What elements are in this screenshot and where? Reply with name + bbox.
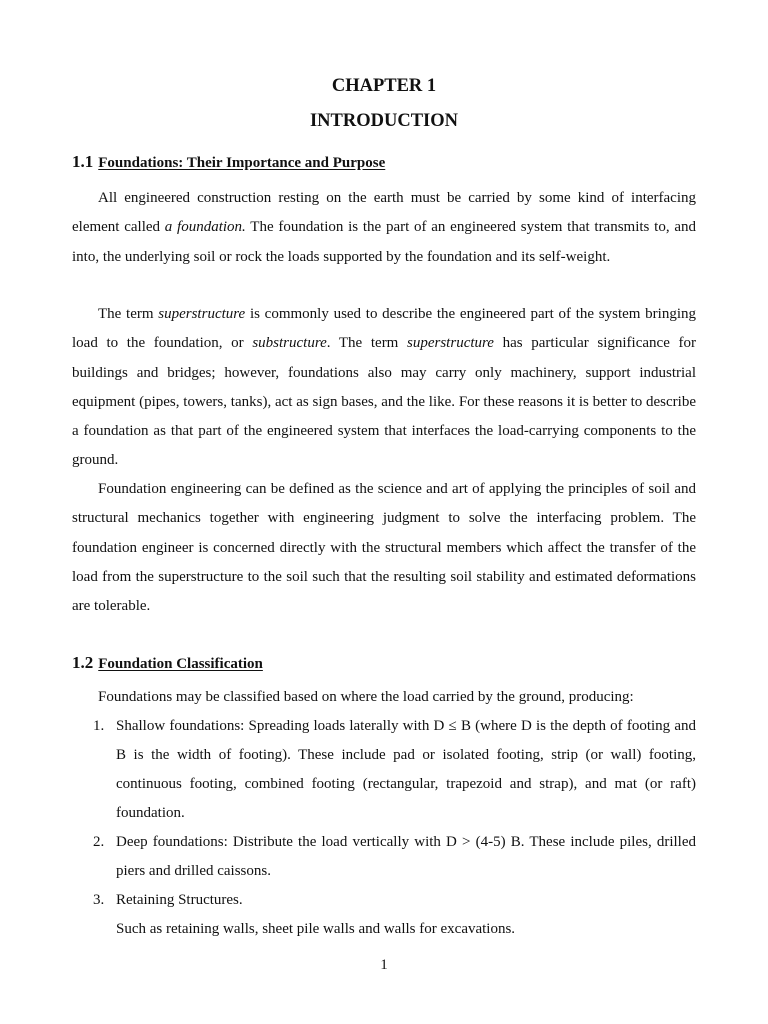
paragraph-text: The term bbox=[98, 306, 159, 322]
section-heading-1-2 bbox=[72, 652, 696, 675]
classification-list bbox=[72, 712, 696, 944]
chapter-label: CHAPTER 1 bbox=[331, 76, 437, 96]
list-item bbox=[72, 886, 696, 944]
page-number: 1 bbox=[380, 957, 388, 973]
paragraph-text: All engineered construction resting on the earth must be carried by some kind of interfacing element called bbox=[72, 190, 696, 236]
section-number: 1.1 bbox=[72, 152, 94, 171]
paragraph-text: is commonly used to describe the engineered part of the system bringing load to the foundation, or bbox=[72, 306, 696, 352]
section-heading-1-1 bbox=[72, 151, 696, 174]
emphasis-text: a foundation. bbox=[164, 219, 246, 236]
list-text: Shallow foundations: Spreading loads laterally with D ≤ B (where D is the depth of footing and B is the width of footing). These include pad or isolated footing, strip (or wall) footing, continuous footing, combined footing (rectangular, trapezoid and strap), and mat (or raft) foundation. bbox=[116, 718, 696, 821]
list-item bbox=[72, 828, 696, 886]
list-number: 2. bbox=[93, 834, 105, 850]
paragraph-superstructure bbox=[72, 300, 696, 476]
emphasis-text: substructure bbox=[252, 335, 327, 352]
paragraph-text: The foundation is the part of an engineered system that transmits to, and into, the underlying soil or rock the loads supported by the foundation and its self-weight. bbox=[72, 219, 696, 265]
section-number: 1.2 bbox=[72, 653, 94, 672]
list-text: Deep foundations: Distribute the load vertically with D > (4-5) B. These include piles, drilled piers and drilled caissons. bbox=[116, 834, 696, 879]
list-number: 1. bbox=[93, 718, 105, 734]
paragraph-foundation-definition bbox=[72, 184, 696, 272]
paragraph-foundation-engineering: Foundation engineering can be defined as the science and art of applying the principles of soil and structural mechanics together with engineering judgment to solve the interfacing problem. The foundation engineer is concerned directly with the structural members which affect the transfer of the load from the superstructure to the soil such that the resulting soil stability and estimated deformations are tolerable. bbox=[72, 481, 696, 615]
section-title: Foundations: Their Importance and Purpose bbox=[98, 155, 386, 171]
emphasis-text: superstructure bbox=[407, 335, 494, 352]
list-number: 3. bbox=[93, 892, 105, 908]
paragraph-text: has particular significance for buildings and bridges; however, foundations also may carry only machinery, support industrial equipment (pipes, towers, tanks), act as sign bases, and the like. For these reasons it is better to describe a foundation as that part of the engineered system that interfaces the load-carrying components to the ground. bbox=[72, 335, 696, 469]
section-title: Foundation Classification bbox=[98, 656, 263, 672]
classification-intro: Foundations may be classified based on where the load carried by the ground, producing: bbox=[98, 689, 634, 705]
paragraph-text: . The term bbox=[326, 335, 408, 352]
emphasis-text: superstructure bbox=[158, 306, 246, 322]
chapter-title: INTRODUCTION bbox=[309, 111, 459, 131]
list-item bbox=[72, 712, 696, 828]
list-text: Retaining Structures. bbox=[116, 892, 243, 908]
list-subtext: Such as retaining walls, sheet pile walls and walls for excavations. bbox=[116, 921, 516, 937]
